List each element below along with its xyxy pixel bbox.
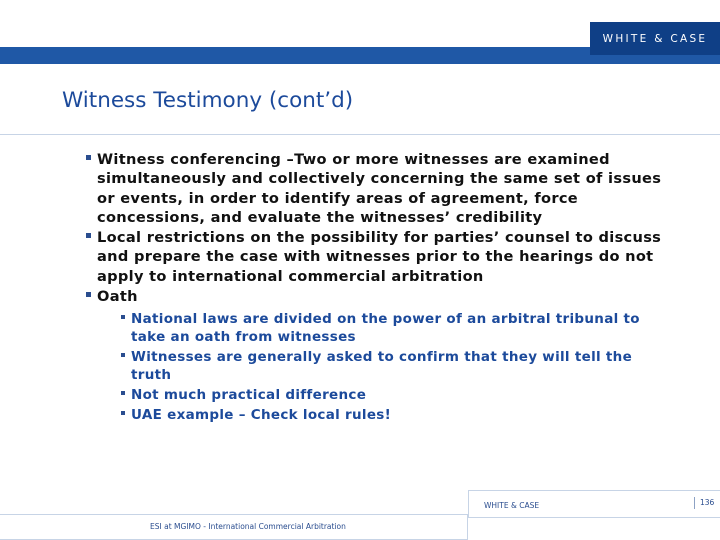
sub-bullet-item (97, 386, 676, 404)
bullet-item (86, 287, 676, 424)
bullet-square-icon (86, 155, 91, 160)
sub-bullet-square-icon (121, 315, 125, 319)
sub-bullet-item (97, 310, 676, 346)
footer-firm-name: WHITE & CASE (484, 501, 540, 510)
page-number: 136 (700, 498, 715, 507)
sub-bullet-item (97, 406, 676, 424)
bullet-item (86, 228, 676, 286)
page-number-divider (694, 497, 695, 509)
footer-course-title: ESI at MGIMO - International Commercial Arbitration (150, 522, 346, 531)
bullet-list (86, 150, 676, 426)
bullet-item (86, 150, 676, 227)
bullet-square-icon (86, 233, 91, 238)
sub-bullet-square-icon (121, 353, 125, 357)
bullet-text: Witness conferencing –Two or more witnesses are examined simultaneously and collectively concerning the same set of issues or events, in order to identify areas of agreement, force concessions, and evaluate the witnesses’ credibility (97, 151, 662, 226)
sub-bullet-text: National laws are divided on the power of an arbitral tribunal to take an oath from witnesses (131, 311, 640, 346)
slide-title: Witness Testimony (cont’d) (62, 88, 354, 113)
bullet-text: Oath (97, 288, 138, 306)
firm-logo-text: WHITE & CASE (602, 32, 708, 45)
bullet-square-icon (86, 292, 91, 297)
sub-bullet-square-icon (121, 411, 125, 415)
sub-bullet-text: UAE example – Check local rules! (131, 407, 392, 424)
sub-bullet-item (97, 348, 676, 384)
sub-bullet-list (97, 310, 676, 424)
firm-logo (590, 22, 720, 55)
bullet-text: Local restrictions on the possibility for parties’ counsel to discuss and prepare the case with witnesses prior to the hearings do not apply to international commercial arbitration (97, 229, 662, 285)
sub-bullet-text: Not much practical difference (131, 387, 367, 404)
title-divider (0, 134, 720, 135)
sub-bullet-text: Witnesses are generally asked to confirm that they will tell the truth (131, 349, 633, 384)
sub-bullet-square-icon (121, 391, 125, 395)
